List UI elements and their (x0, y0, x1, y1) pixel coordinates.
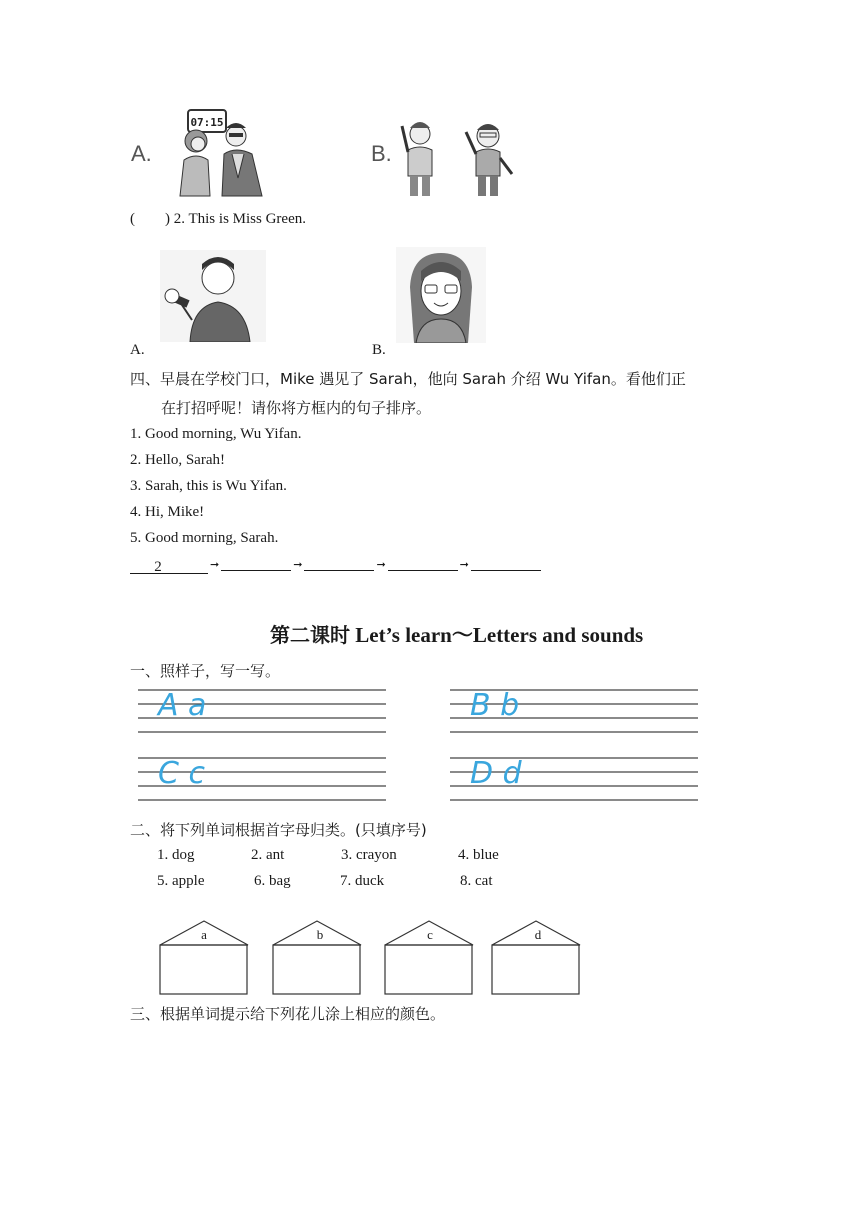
part1-heading: 一、照样子，写一写。 (130, 662, 281, 680)
word-3: 3. crayon (341, 847, 397, 863)
paren-open: ( (130, 211, 135, 227)
letter-sample-b: B b (470, 688, 520, 723)
two-boys-waving-image (398, 110, 522, 198)
house-label: b (316, 927, 324, 942)
house-label: a (201, 927, 207, 942)
word-8: 8. cat (460, 873, 493, 889)
paren-close: ) (165, 211, 170, 227)
word-5: 5. apple (157, 873, 205, 889)
sentence-4: 4. Hi, Mike! (130, 504, 205, 520)
lesson-title-en: Let’s learn～Letters and sounds (355, 623, 644, 647)
order-blank-1[interactable]: 2 (130, 559, 208, 574)
clock-two-people-image (166, 108, 270, 198)
word-6: 6. bag (254, 873, 291, 889)
q1-option-b-label: B. (371, 141, 392, 166)
miss-green-image (396, 247, 486, 343)
house-label: d (534, 927, 542, 942)
section4-heading-line1: 四、早晨在学校门口，Mike 遇见了 Sarah，他向 Sarah 介绍 Wu Yifan。看他们正 (130, 370, 686, 388)
q2-option-a-label: A. (130, 342, 145, 358)
sentence-2: 2. Hello, Sarah! (130, 452, 225, 468)
word-4: 4. blue (458, 847, 499, 863)
arrow-icon: ➞ (210, 559, 220, 571)
order-answer-line (130, 556, 541, 576)
question-2 (130, 211, 306, 228)
part3-heading: 三、根据单词提示给下列花儿涂上相应的颜色。 (130, 1005, 446, 1023)
house-a[interactable] (159, 920, 249, 996)
arrow-icon: ➞ (293, 559, 303, 571)
arrow-icon: ➞ (376, 559, 386, 571)
word-1: 1. dog (157, 847, 195, 863)
lesson-title (270, 619, 643, 649)
word-7: 7. duck (340, 873, 385, 889)
house-d[interactable] (491, 920, 581, 996)
word-2: 2. ant (251, 847, 285, 863)
clock-time: 07:15 (190, 116, 224, 129)
lesson-title-cn: 第二课时 (270, 623, 350, 647)
man-waving-image (160, 250, 266, 342)
house-label: c (427, 927, 433, 942)
section4-heading-line2: 在打招呼呢！请你将方框内的句子排序。 (161, 399, 432, 417)
q1-option-a-label: A. (131, 141, 152, 166)
letter-sample-c: C c (158, 756, 205, 791)
order-blank-2[interactable] (221, 556, 291, 571)
letter-sample-d: D d (470, 756, 522, 791)
house-c[interactable] (384, 920, 474, 996)
arrow-icon: ➞ (459, 559, 469, 571)
part2-heading: 二、将下列单词根据首字母归类。(只填序号) (130, 821, 427, 839)
letter-sample-a: A a (158, 688, 207, 723)
sentence-5: 5. Good morning, Sarah. (130, 530, 279, 546)
question-text: 2. This is Miss Green. (173, 211, 306, 227)
order-blank-4[interactable] (388, 556, 458, 571)
sentence-3: 3. Sarah, this is Wu Yifan. (130, 478, 287, 494)
sentence-1: 1. Good morning, Wu Yifan. (130, 426, 302, 442)
order-blank-3[interactable] (304, 556, 374, 571)
order-blank-5[interactable] (471, 556, 541, 571)
house-b[interactable] (272, 920, 362, 996)
q2-option-b-label: B. (372, 342, 386, 358)
